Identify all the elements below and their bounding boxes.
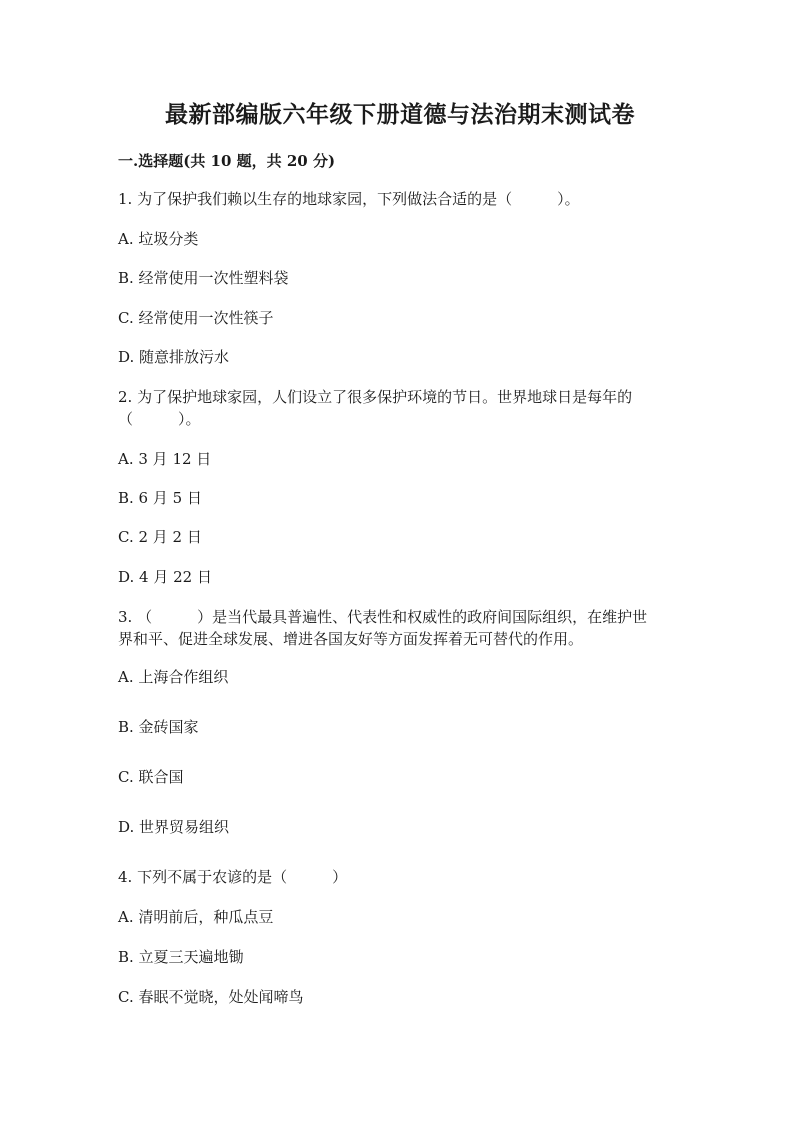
question-1-stem: 1. 为了保护我们赖以生存的地球家园，下列做法合适的是（ ）。	[118, 190, 580, 208]
question-2-stem-line-1: 2. 为了保护地球家园，人们设立了很多保护环境的节日。世界地球日是每年的	[118, 388, 633, 406]
question-3-option-d: D. 世界贸易组织	[118, 818, 230, 836]
section-heading: 一.选择题(共 10 题，共 20 分)	[118, 152, 336, 170]
question-4-option-b: B. 立夏三天遍地锄	[118, 948, 244, 966]
question-2-option-b: B. 6 月 5 日	[118, 489, 202, 507]
question-1-option-d: D. 随意排放污水	[118, 348, 230, 366]
question-3-option-a: A. 上海合作组织	[118, 668, 229, 686]
question-4-option-a: A. 清明前后，种瓜点豆	[118, 908, 274, 926]
question-3-stem-line-1: 3. （ ）是当代最具普遍性、代表性和权威性的政府间国际组织，在维护世	[118, 608, 648, 626]
question-3-option-b: B. 金砖国家	[118, 718, 199, 736]
question-4-stem: 4. 下列不属于农谚的是（ ）	[118, 868, 348, 886]
question-2-option-c: C. 2 月 2 日	[118, 528, 202, 546]
question-1-option-b: B. 经常使用一次性塑料袋	[118, 269, 289, 287]
question-2-stem-line-2: （ ）。	[118, 410, 201, 428]
question-2-option-d: D. 4 月 22 日	[118, 568, 212, 586]
question-3-option-c: C. 联合国	[118, 768, 184, 786]
question-3-stem-line-2: 界和平、促进全球发展、增进各国友好等方面发挥着无可替代的作用。	[118, 630, 584, 648]
question-2-option-a: A. 3 月 12 日	[118, 450, 212, 468]
question-1-option-c: C. 经常使用一次性筷子	[118, 309, 274, 327]
question-4-option-c: C. 春眠不觉晓，处处闻啼鸟	[118, 988, 304, 1006]
question-1-option-a: A. 垃圾分类	[118, 230, 199, 248]
page-title: 最新部编版六年级下册道德与法治期末测试卷	[165, 101, 635, 128]
